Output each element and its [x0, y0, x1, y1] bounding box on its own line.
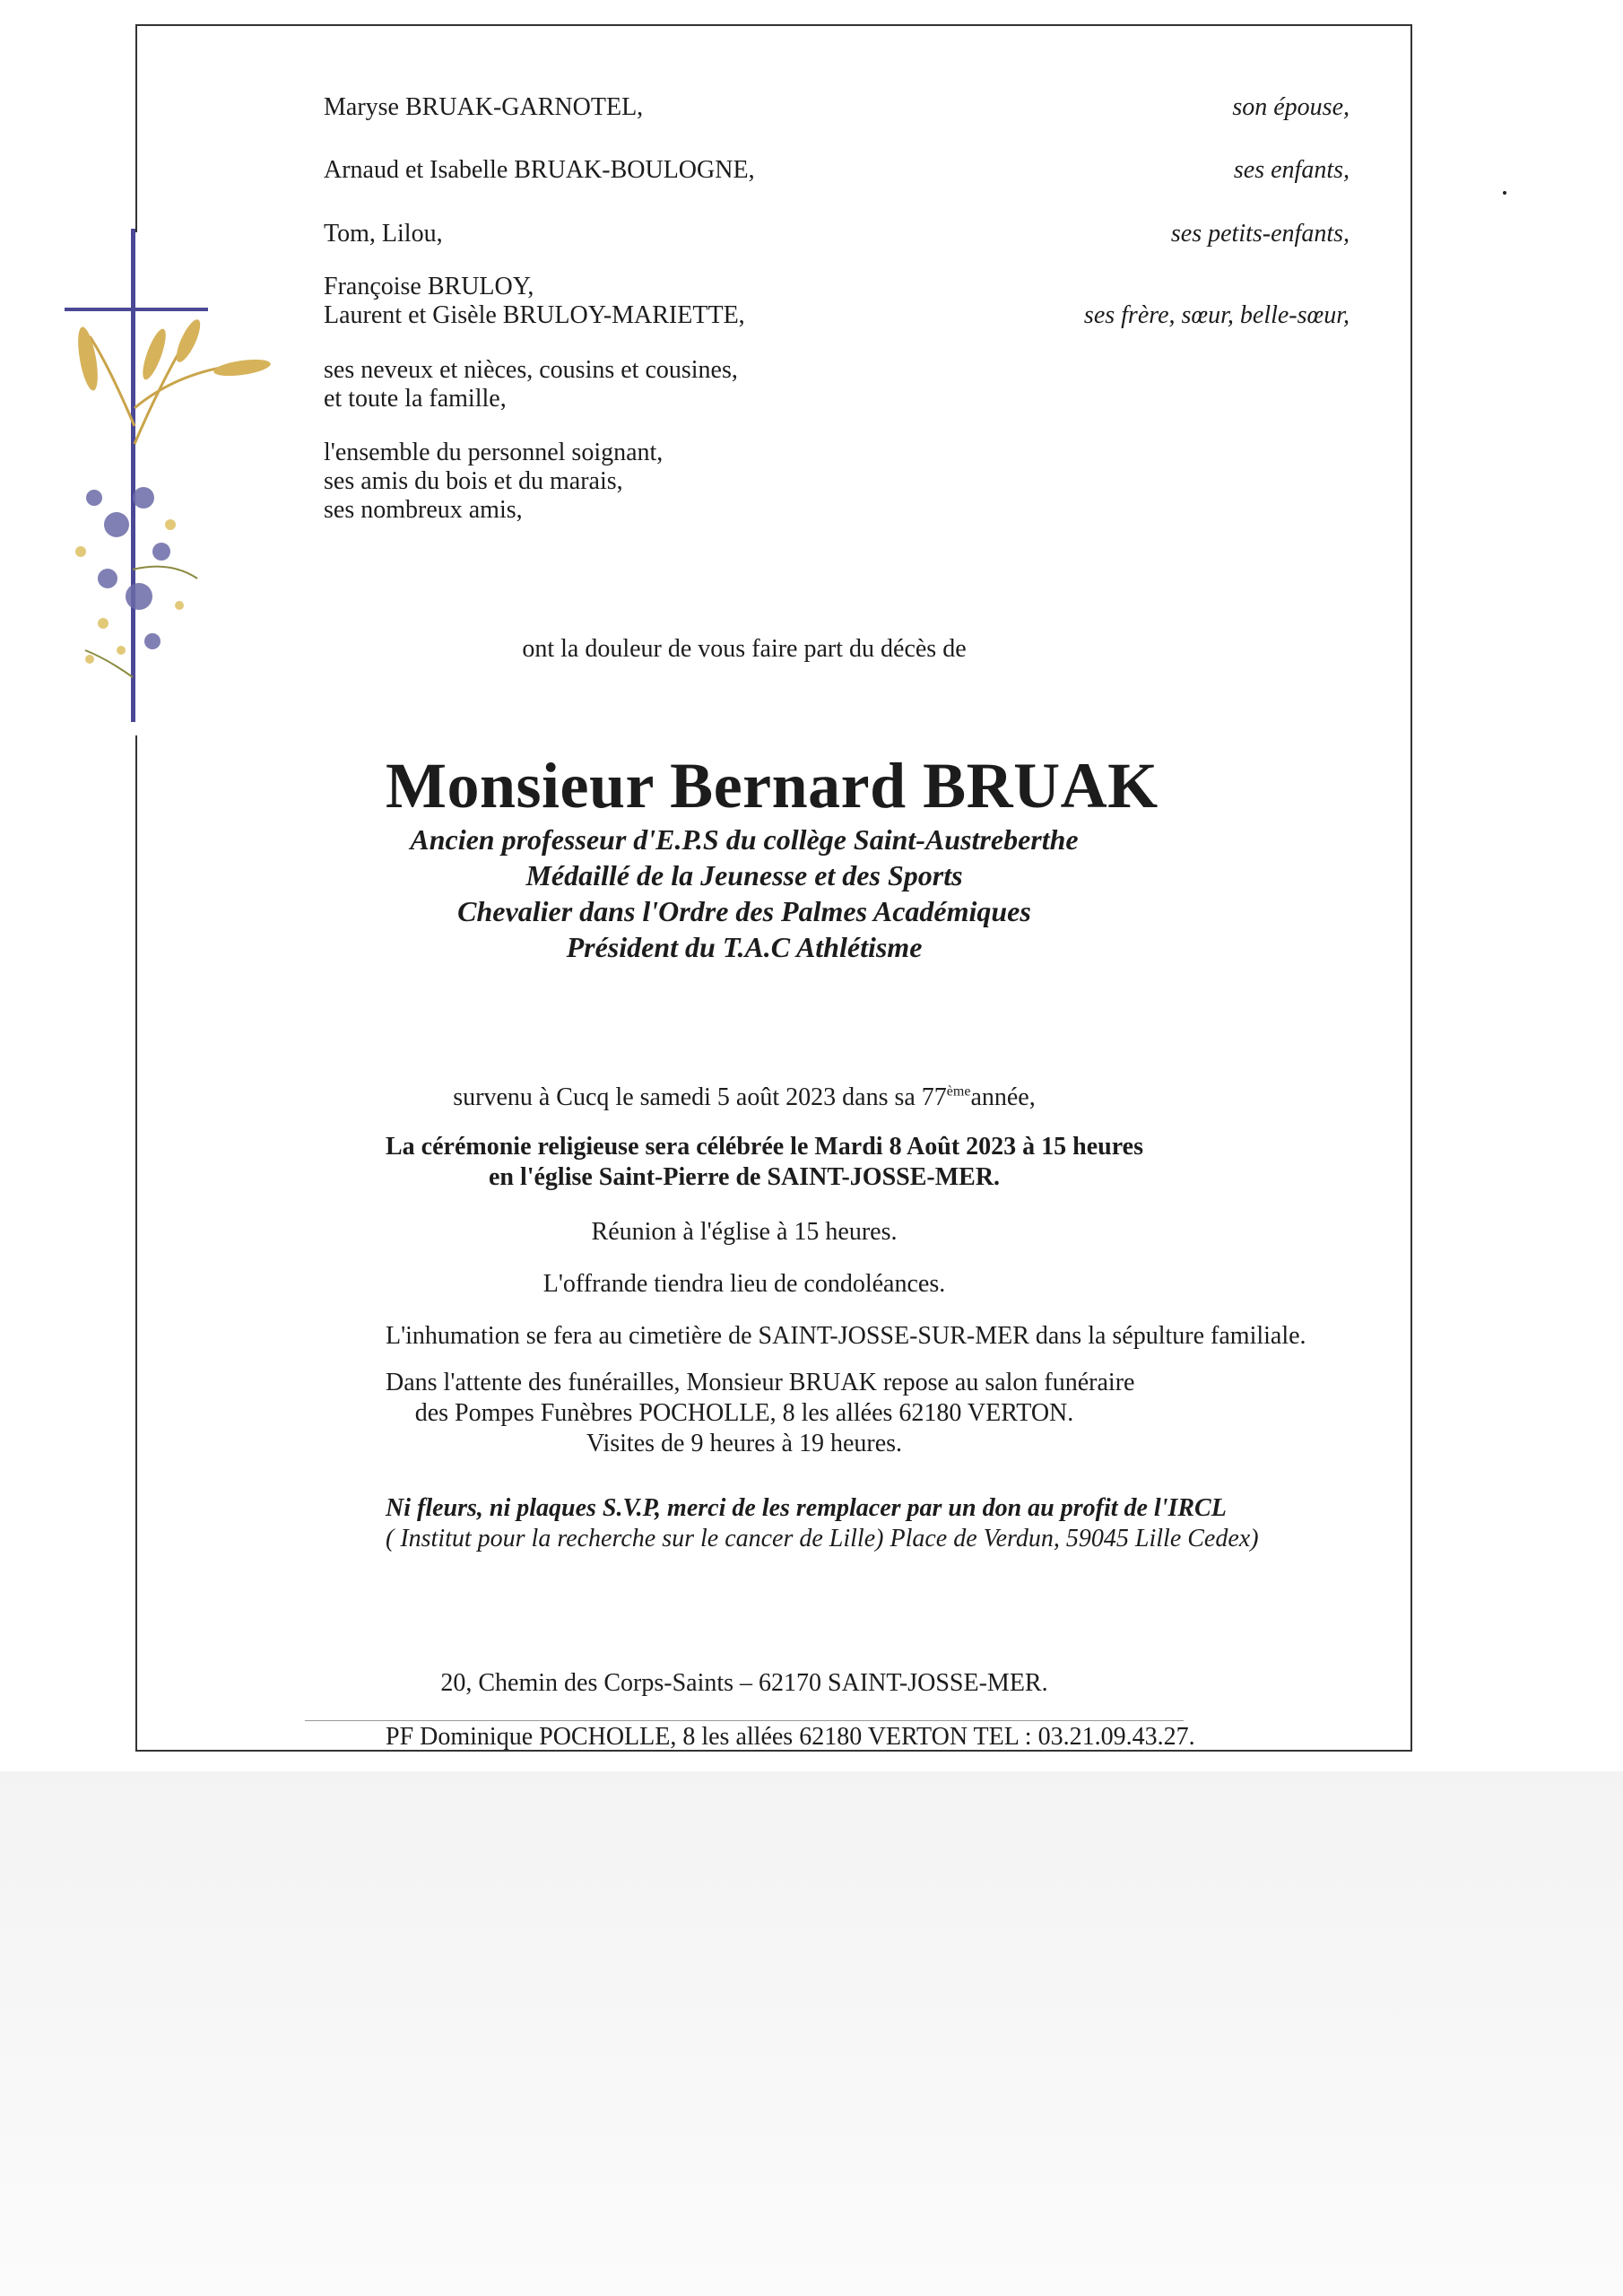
viewing-line-3: Visites de 9 heures à 19 heures. — [586, 1430, 903, 1457]
family-name-grandchildren: Tom, Lilou, — [324, 220, 443, 248]
ceremony-line-1: La cérémonie religieuse sera célébrée le Mardi 8 Août 2023 à 15 heures — [386, 1133, 1143, 1161]
friends-3: ses nombreux amis, — [324, 496, 523, 524]
family-name-sibling-2: Laurent et Gisèle BRULOY-MARIETTE, — [324, 301, 745, 329]
frame-left-border-top — [135, 24, 137, 232]
death-statement — [386, 1083, 1103, 1113]
deceased-title-4: Président du T.A.C Athlétisme — [566, 931, 923, 963]
viewing-line-1: Dans l'attente des funérailles, Monsieur BRUAK repose au salon funéraire — [386, 1369, 1135, 1396]
deceased-title-2: Médaillé de la Jeunesse et des Sports — [525, 859, 963, 891]
announcement-text: ont la douleur de vous faire part du décès de — [522, 635, 967, 663]
friends-2: ses amis du bois et du marais, — [324, 467, 623, 495]
death-ordinal-suffix: ème — [946, 1083, 971, 1100]
scan-speck — [1503, 191, 1506, 195]
footer-divider — [305, 1720, 1184, 1721]
relation-spouse: son épouse, — [1232, 93, 1350, 121]
death-suffix: année, — [970, 1083, 1036, 1111]
irc-institute-address: ( Institut pour la recherche sur le cancer de Lille) Place de Verdun, 59045 Lille Cedex) — [386, 1525, 1259, 1552]
family-name-spouse: Maryse BRUAK-GARNOTEL, — [324, 93, 644, 121]
relation-children: ses enfants, — [1233, 156, 1350, 184]
family-name-children: Arnaud et Isabelle BRUAK-BOULOGNE, — [324, 156, 755, 184]
cross-wheat-flowers-icon — [54, 229, 296, 731]
scan-blank-area — [0, 1771, 1623, 2296]
relation-grandchildren: ses petits-enfants, — [1170, 220, 1350, 248]
burial-info: L'inhumation se fera au cimetière de SAINT-JOSSE-SUR-MER dans la sépulture familiale. — [386, 1322, 1306, 1350]
flowers-request: Ni fleurs, ni plaques S.V.P, merci de les remplacer par un don au profit de l'IRCL — [386, 1494, 1227, 1522]
deceased-title-1: Ancien professeur d'E.P.S du collège Saint-Austreberthe — [410, 823, 1079, 856]
family-extended-2: et toute la famille, — [324, 385, 507, 413]
deceased-name: Monsieur Bernard BRUAK — [386, 750, 1159, 822]
family-name-sibling-1: Françoise BRULOY, — [324, 273, 534, 300]
ceremony-line-2: en l'église Saint-Pierre de SAINT-JOSSE-MER. — [488, 1163, 1001, 1191]
family-extended-1: ses neveux et nièces, cousins et cousines, — [324, 356, 738, 384]
frame-left-border-bottom — [135, 735, 137, 1752]
meeting-info: Réunion à l'église à 15 heures. — [591, 1218, 898, 1246]
viewing-line-2: des Pompes Funèbres POCHOLLE, 8 les allées 62180 VERTON. — [414, 1399, 1074, 1427]
death-prefix: survenu à Cucq le samedi 5 août 2023 dans sa 77 — [453, 1083, 947, 1111]
deceased-title-3: Chevalier dans l'Ordre des Palmes Académiques — [457, 895, 1031, 927]
relation-siblings: ses frère, sœur, belle-sœur, — [1083, 301, 1350, 329]
friends-1: l'ensemble du personnel soignant, — [324, 439, 664, 466]
offering-info: L'offrande tiendra lieu de condoléances. — [542, 1270, 946, 1298]
funeral-home-footer: PF Dominique POCHOLLE, 8 les allées 62180 VERTON TEL : 03.21.09.43.27. — [386, 1723, 1195, 1751]
family-address: 20, Chemin des Corps-Saints – 62170 SAINT-JOSSE-MER. — [440, 1669, 1048, 1697]
